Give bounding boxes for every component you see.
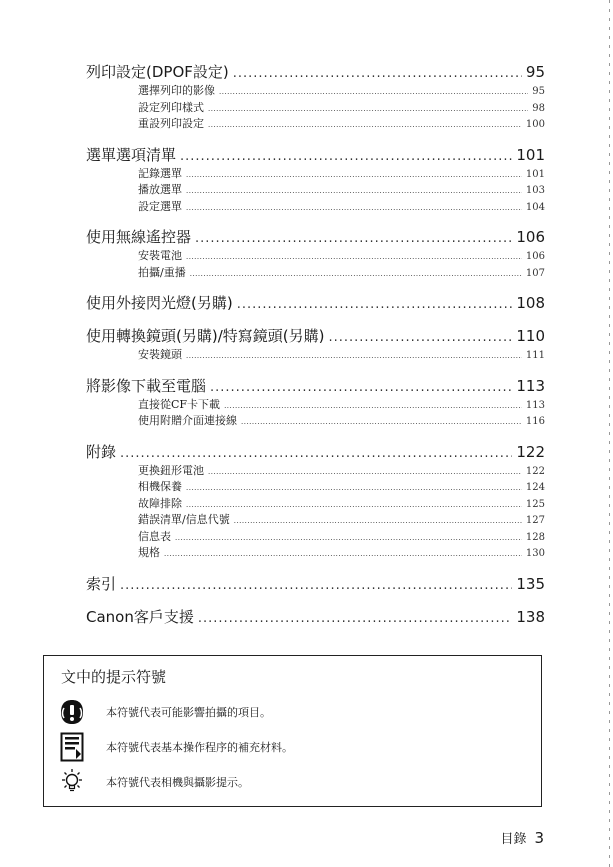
- toc-subentry[interactable]: [138, 512, 545, 529]
- dot-leader: [219, 84, 528, 101]
- table-of-contents: [86, 56, 545, 634]
- toc-subentry-page: 104: [525, 201, 545, 213]
- toc-entry[interactable]: [86, 375, 545, 397]
- toc-subentry-page: 106: [525, 251, 545, 262]
- toc-entry-title: 將影像下載至電腦: [86, 376, 207, 395]
- dot-leader: [190, 266, 522, 283]
- toc-subentry[interactable]: [138, 83, 545, 100]
- legend-title: 文中的提示符號: [61, 668, 167, 686]
- dot-leader: [186, 348, 522, 365]
- toc-subentry-page: 101: [525, 168, 545, 180]
- legend-text-caution: 本符號代表可能影響拍攝的項目。: [106, 706, 271, 719]
- dot-leader: [195, 228, 512, 250]
- dot-leader: [208, 117, 522, 134]
- toc-entry[interactable]: [86, 292, 545, 314]
- page-number: 3: [534, 829, 544, 847]
- toc-entry[interactable]: [86, 226, 545, 248]
- dot-leader: [210, 377, 512, 399]
- dot-leader: [186, 480, 522, 497]
- dot-leader: [186, 249, 522, 266]
- toc-subentry-title: 規格: [138, 546, 160, 559]
- toc-subentry[interactable]: [138, 166, 545, 183]
- toc-subentry-page: 122: [525, 465, 545, 477]
- dot-leader: [186, 497, 522, 514]
- toc-subentry-page: 128: [525, 531, 545, 543]
- toc-subentry[interactable]: [138, 347, 545, 364]
- caution-icon: [58, 697, 86, 727]
- toc-subentry-page: 127: [525, 515, 545, 526]
- dot-leader: [328, 327, 512, 349]
- toc-entry-page: 122: [516, 442, 545, 461]
- lightbulb-icon: [58, 767, 86, 797]
- toc-subentry-title: 記錄選單: [138, 166, 182, 180]
- dot-leader: [120, 575, 512, 597]
- toc-entry[interactable]: [86, 61, 545, 83]
- toc-subentry[interactable]: [138, 479, 545, 496]
- toc-subentry[interactable]: [138, 463, 545, 480]
- toc-entry-title: 列印設定(DPOF設定): [86, 63, 229, 81]
- dot-leader: [175, 530, 522, 547]
- toc-subentry-page: 103: [525, 185, 545, 196]
- toc-subentry-page: 111: [525, 350, 545, 361]
- toc-subentry[interactable]: [138, 545, 545, 562]
- toc-subentry-page: 125: [525, 498, 545, 510]
- toc-subentry-page: 98: [532, 102, 545, 114]
- toc-entry[interactable]: [86, 325, 545, 347]
- dot-leader: [234, 513, 522, 530]
- toc-subentry-page: 124: [525, 482, 545, 493]
- toc-subentry-page: 100: [525, 119, 545, 130]
- toc-subentry-title: 選擇列印的影像: [138, 84, 215, 97]
- toc-subentry-title: 故障排除: [138, 496, 182, 510]
- toc-subentry[interactable]: [138, 529, 545, 546]
- toc-entry[interactable]: [86, 606, 545, 628]
- toc-subentry-title: 錯誤清單/信息代號: [138, 513, 230, 526]
- toc-entry-page: 113: [516, 376, 545, 395]
- legend-text-memo: 本符號代表基本操作程序的補充材料。: [106, 741, 293, 754]
- legend-row-memo: [58, 732, 293, 762]
- toc-entry[interactable]: [86, 441, 545, 463]
- toc-entry-title: 附錄: [86, 442, 117, 461]
- legend-text-tip: 本符號代表相機與攝影提示。: [106, 776, 249, 789]
- toc-subentry-title: 使用附贈介面連接線: [138, 414, 237, 427]
- toc-entry-title: Canon客戶支援: [86, 607, 194, 626]
- toc-subentry-title: 設定列印樣式: [138, 100, 204, 114]
- toc-entry-page: 110: [516, 327, 545, 345]
- dot-leader: [237, 294, 513, 316]
- dot-leader: [186, 200, 522, 217]
- toc-subentry[interactable]: [138, 199, 545, 216]
- toc-subentry-page: 113: [525, 399, 545, 411]
- toc-subentry[interactable]: [138, 397, 545, 414]
- footer-label: 目錄: [500, 832, 527, 847]
- page-edge-marks: [609, 0, 610, 867]
- toc-subentry-title: 更換鈕形電池: [138, 463, 204, 477]
- toc-entry-title: 選單選項清單: [86, 145, 177, 164]
- toc-subentry-page: 116: [525, 416, 545, 427]
- toc-subentry[interactable]: [138, 116, 545, 133]
- toc-entry[interactable]: [86, 144, 545, 166]
- memo-icon: [58, 732, 86, 762]
- toc-subentry-title: 設定選單: [138, 199, 182, 213]
- legend-row-caution: [58, 697, 271, 727]
- toc-entry-title: 使用無線遙控器: [86, 228, 192, 246]
- toc-subentry[interactable]: [138, 182, 545, 199]
- toc-subentry[interactable]: [138, 248, 545, 265]
- toc-entry-page: 106: [516, 228, 545, 246]
- dot-leader: [241, 414, 522, 431]
- toc-entry-page: 95: [525, 63, 545, 81]
- dot-leader: [208, 101, 528, 118]
- toc-entry-title: 索引: [86, 574, 117, 593]
- toc-subentry-title: 直接從CF卡下載: [138, 397, 221, 411]
- toc-subentry-page: 95: [532, 86, 545, 97]
- dot-leader: [186, 183, 522, 200]
- toc-subentry-title: 安裝鏡頭: [138, 348, 182, 361]
- toc-subentry-page: 130: [525, 548, 545, 559]
- legend-row-tip: [58, 767, 249, 797]
- toc-entry-title: 使用轉換鏡頭(另購)/特寫鏡頭(另購): [86, 327, 325, 345]
- dot-leader: [186, 167, 522, 184]
- dot-leader: [164, 546, 522, 563]
- page-footer: [500, 828, 544, 847]
- toc-subentry-page: 107: [525, 267, 545, 279]
- dot-leader: [198, 608, 513, 630]
- toc-subentry[interactable]: [138, 496, 545, 513]
- toc-entry-page: 135: [516, 574, 545, 593]
- dot-leader: [120, 443, 512, 465]
- dot-leader: [224, 398, 522, 415]
- toc-entry-page: 108: [516, 294, 545, 312]
- toc-subentry-title: 相機保養: [138, 480, 182, 493]
- toc-entry-title: 使用外接閃光燈(另購): [86, 294, 233, 312]
- dot-leader: [208, 464, 522, 481]
- toc-subentry-title: 重設列印設定: [138, 117, 204, 130]
- toc-subentry-title: 播放選單: [138, 183, 182, 196]
- toc-entry[interactable]: [86, 573, 545, 595]
- toc-subentry[interactable]: [138, 100, 545, 117]
- toc-entry-page: 138: [516, 607, 545, 626]
- symbol-legend-box: [43, 655, 542, 807]
- toc-subentry[interactable]: [138, 413, 545, 430]
- toc-subentry-title: 安裝電池: [138, 249, 182, 262]
- dot-leader: [180, 146, 512, 168]
- dot-leader: [233, 63, 522, 85]
- toc-subentry[interactable]: [138, 265, 545, 282]
- toc-entry-page: 101: [516, 145, 545, 164]
- toc-subentry-title: 信息表: [138, 529, 171, 543]
- toc-subentry-title: 拍攝/重播: [138, 265, 186, 279]
